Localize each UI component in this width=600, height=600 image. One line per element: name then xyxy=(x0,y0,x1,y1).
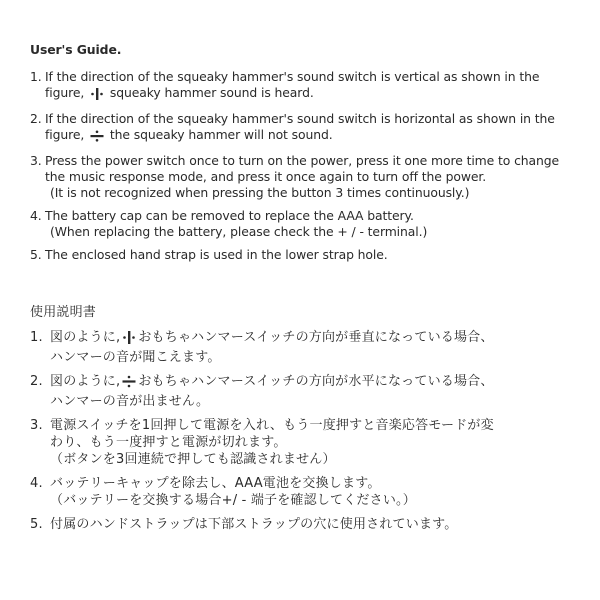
item-text: わり、もう一度押すと電源が切れます。 xyxy=(50,435,287,450)
item-text: ハンマーの音が聞こえます。 xyxy=(50,350,221,365)
item-number: 4. xyxy=(30,208,42,223)
japanese-item-1 xyxy=(30,329,586,366)
item-note: (When replacing the battery, please check the + / - terminal.) xyxy=(50,224,428,239)
item-number: 5. xyxy=(30,247,42,262)
item-text: If the direction of the squeaky hammer's sound switch is horizontal as shown in the xyxy=(45,111,555,126)
item-number: 2. xyxy=(30,111,42,126)
item-text: figure, xyxy=(45,85,85,100)
japanese-item-2 xyxy=(30,373,586,410)
japanese-item-3 xyxy=(30,417,586,468)
item-text: Press the power switch once to turn on the power, press it one more time to change xyxy=(45,153,560,168)
item-text: バッテリーキャップを除去し、AAA電池を交換します。 xyxy=(50,476,381,491)
english-item-5 xyxy=(30,247,586,263)
english-item-2 xyxy=(30,111,586,146)
item-number: 3. xyxy=(30,418,43,433)
japanese-item-4 xyxy=(30,475,586,509)
japanese-item-5 xyxy=(30,516,586,533)
english-item-3 xyxy=(30,153,586,201)
item-number: 1. xyxy=(30,69,42,84)
item-note: （ボタンを3回連続で押しても認識されません） xyxy=(50,452,336,467)
item-text: 図のように, xyxy=(50,330,121,345)
item-text: 電源スイッチを1回押して電源を入れ、もう一度押すと音楽応答モードが変 xyxy=(50,418,494,433)
item-text: 付属のハンドストラップは下部ストラップの穴に使用されています。 xyxy=(50,517,458,532)
vertical-switch-icon xyxy=(122,331,136,349)
japanese-title: 使用説明書 xyxy=(30,305,97,320)
item-text: おもちゃハンマースイッチの方向が垂直になっている場合、 xyxy=(138,330,494,345)
horizontal-switch-icon xyxy=(90,130,104,146)
item-text: おもちゃハンマースイッチの方向が水平になっている場合、 xyxy=(138,374,494,389)
item-text: the music response mode, and press it once again to turn off the power. xyxy=(45,169,487,184)
english-title: User's Guide. xyxy=(30,42,122,57)
item-number: 1. xyxy=(30,330,43,345)
item-text: 図のように, xyxy=(50,374,121,389)
item-number: 3. xyxy=(30,153,42,168)
japanese-guide xyxy=(30,304,586,540)
item-text: ハンマーの音が出ません。 xyxy=(50,394,210,409)
horizontal-switch-icon xyxy=(122,375,136,393)
item-text: figure, xyxy=(45,127,85,142)
item-number: 4. xyxy=(30,476,43,491)
item-note: （バッテリーを交換する場合+/ - 端子を確認してください。） xyxy=(50,493,416,508)
item-text: The enclosed hand strap is used in the lower strap hole. xyxy=(45,247,388,262)
item-text: If the direction of the squeaky hammer's sound switch is vertical as shown in the xyxy=(45,69,540,84)
english-item-4 xyxy=(30,208,586,240)
vertical-switch-icon xyxy=(90,88,104,104)
item-note: (It is not recognized when pressing the button 3 times continuously.) xyxy=(50,185,470,200)
item-number: 5. xyxy=(30,517,43,532)
item-text: The battery cap can be removed to replace the AAA battery. xyxy=(45,208,414,223)
item-number: 2. xyxy=(30,374,43,389)
english-item-1 xyxy=(30,69,586,104)
item-text: squeaky hammer sound is heard. xyxy=(109,85,314,100)
english-guide xyxy=(30,42,586,270)
item-text: the squeaky hammer will not sound. xyxy=(109,127,333,142)
